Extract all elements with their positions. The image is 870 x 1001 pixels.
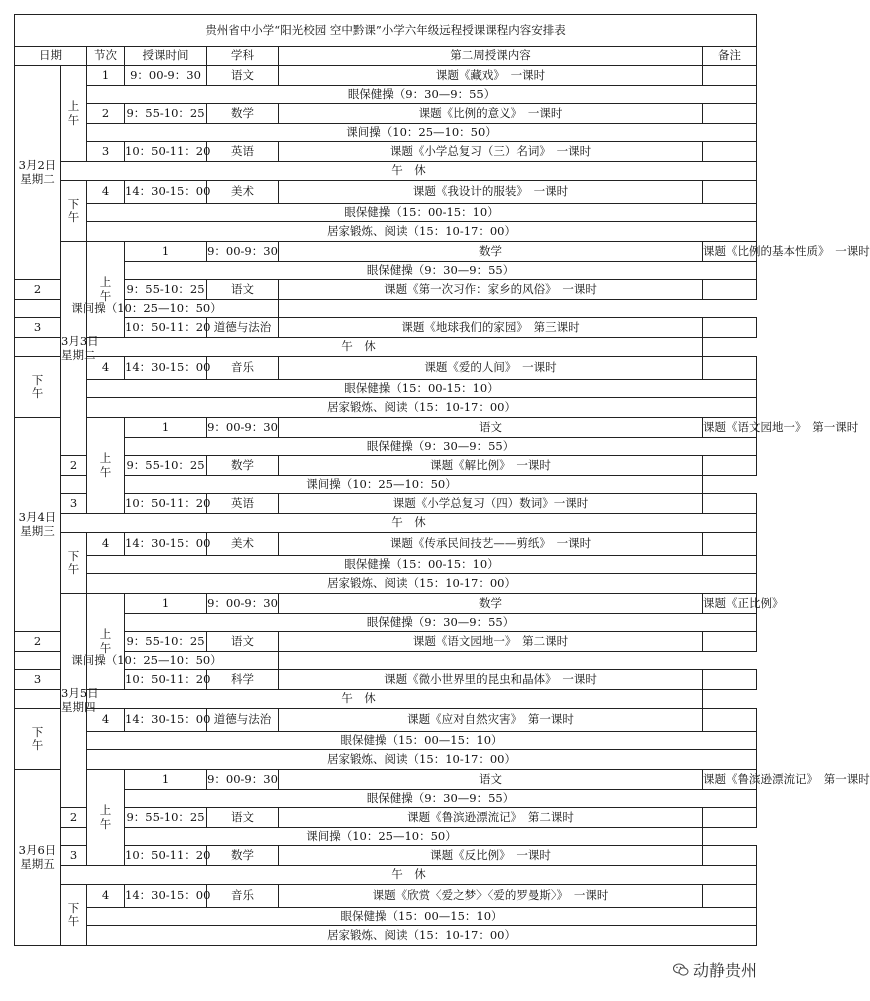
lesson-notes	[703, 808, 757, 828]
date-text: 3月6日	[18, 843, 57, 858]
morning-label	[87, 242, 125, 338]
table-row	[15, 438, 757, 456]
date-cell	[61, 242, 99, 456]
lesson-notes	[703, 357, 757, 380]
morning-label-text: 上午	[99, 275, 112, 303]
lesson-notes	[703, 494, 757, 514]
lesson-subject: 语文	[207, 808, 279, 828]
table-row	[15, 104, 757, 124]
morning-label-text: 上午	[99, 803, 112, 831]
lesson-time: 9：00-9：30	[125, 66, 207, 86]
lesson-time: 14：30-15：00	[125, 709, 207, 732]
noon-rest-row: 午 休	[61, 514, 757, 533]
header-time: 授课时间	[125, 47, 207, 66]
weekday-text: 星期二	[61, 347, 96, 362]
table-row	[15, 338, 757, 357]
watermark-text: 动静贵州	[692, 961, 757, 980]
header-date: 日期	[15, 47, 87, 66]
period-number: 2	[61, 808, 87, 828]
afternoon-label-text: 下午	[67, 196, 80, 224]
table-row	[15, 594, 757, 614]
header-period: 节次	[87, 47, 125, 66]
lesson-time: 9：00-9：30	[207, 418, 279, 438]
lesson-time: 9：55-10：25	[125, 456, 207, 476]
lesson-subject: 美术	[207, 181, 279, 204]
weekday-text: 星期五	[20, 856, 55, 871]
lesson-content: 课题《爱的人间》 一课时	[279, 357, 703, 380]
period-number: 3	[61, 494, 87, 514]
table-row	[15, 632, 757, 652]
lesson-subject: 语文	[207, 66, 279, 86]
period-number: 4	[87, 885, 125, 908]
header-content: 第二周授课内容	[279, 47, 703, 66]
lesson-subject: 数学	[207, 846, 279, 866]
header-notes: 备注	[703, 47, 757, 66]
break-exercise-row: 课间操（10：25—10：50）	[15, 300, 279, 318]
afternoon-label	[61, 533, 87, 594]
lesson-subject: 语文	[279, 770, 703, 790]
date-cell	[61, 594, 99, 808]
table-row	[15, 652, 757, 670]
home-activity-row: 居家锻炼、阅读（15：10-17：00）	[87, 222, 757, 242]
morning-label-text: 上午	[99, 451, 112, 479]
lesson-content: 课题《语文园地一》 第二课时	[279, 632, 703, 652]
eye-exercise-row: 眼保健操（9：30—9：55）	[125, 790, 757, 808]
lesson-subject: 英语	[207, 142, 279, 162]
break-exercise-row: 课间操（10：25—10：50）	[61, 828, 703, 846]
table-row	[15, 262, 757, 280]
period-number: 1	[125, 242, 207, 262]
lesson-subject: 数学	[279, 594, 703, 614]
table-row	[15, 670, 757, 690]
table-row	[15, 222, 757, 242]
morning-label-text: 上午	[99, 627, 112, 655]
eye-exercise-row: 眼保健操（15：00—15：10）	[87, 908, 757, 926]
eye-exercise-row: 眼保健操（15：00-15：10）	[87, 204, 757, 222]
lesson-time: 10：50-11：20	[125, 318, 207, 338]
lesson-time: 14：30-15：00	[125, 533, 207, 556]
lesson-content: 课题《微小世界里的昆虫和晶体》 一课时	[279, 670, 703, 690]
period-number: 1	[87, 66, 125, 86]
weekday-text: 星期三	[20, 523, 55, 538]
noon-rest-row: 午 休	[61, 162, 757, 181]
table-row	[15, 456, 757, 476]
lesson-content: 课题《传承民间技艺——剪纸》 一课时	[279, 533, 703, 556]
afternoon-label-text: 下午	[67, 548, 80, 576]
period-number: 2	[15, 632, 61, 652]
eye-exercise-row: 眼保健操（9：30—9：55）	[87, 86, 757, 104]
table-row	[15, 846, 757, 866]
lesson-subject: 音乐	[207, 885, 279, 908]
eye-exercise-row: 眼保健操（15：00-15：10）	[87, 380, 757, 398]
lesson-notes	[703, 670, 757, 690]
period-number: 2	[61, 456, 87, 476]
watermark	[673, 958, 757, 981]
table-row	[15, 380, 757, 398]
table-row	[15, 204, 757, 222]
lesson-time: 10：50-11：20	[125, 142, 207, 162]
period-number: 4	[87, 533, 125, 556]
lesson-notes	[703, 66, 757, 86]
lesson-content: 课题《小学总复习（三）名词》 一课时	[279, 142, 703, 162]
lesson-content: 课题《鲁滨逊漂流记》 第二课时	[279, 808, 703, 828]
home-activity-row: 居家锻炼、阅读（15：10-17：00）	[87, 750, 757, 770]
lesson-subject: 美术	[207, 533, 279, 556]
lesson-notes	[703, 181, 757, 204]
table-row	[15, 242, 757, 262]
lesson-content: 课题《正比例》	[703, 594, 757, 614]
lesson-content: 课题《鲁滨逊漂流记》 第一课时	[703, 770, 757, 790]
table-row	[15, 790, 757, 808]
noon-rest-row: 午 休	[61, 866, 757, 885]
break-exercise-row: 课间操（10：25—10：50）	[61, 476, 703, 494]
morning-label	[87, 418, 125, 514]
home-activity-row: 居家锻炼、阅读（15：10-17：00）	[87, 574, 757, 594]
morning-label	[87, 594, 125, 690]
lesson-notes	[703, 632, 757, 652]
afternoon-label	[15, 709, 61, 770]
lesson-notes	[703, 533, 757, 556]
period-number: 4	[87, 709, 125, 732]
eye-exercise-row: 眼保健操（9：30—9：55）	[125, 614, 757, 632]
lesson-time: 10：50-11：20	[125, 846, 207, 866]
lesson-content: 课题《解比例》 一课时	[279, 456, 703, 476]
weekday-text: 星期二	[20, 171, 55, 186]
table-row	[15, 300, 757, 318]
lesson-content: 课题《小学总复习（四）数词》一课时	[279, 494, 703, 514]
table-row	[15, 926, 757, 946]
table-row	[15, 828, 757, 846]
lesson-content: 课题《地球我们的家园》 第三课时	[279, 318, 703, 338]
lesson-content: 课题《比例的基本性质》 一课时	[703, 242, 757, 262]
lesson-subject: 数学	[207, 456, 279, 476]
break-exercise-row: 课间操（10：25—10：50）	[15, 652, 279, 670]
lesson-notes	[703, 318, 757, 338]
table-row	[15, 142, 757, 162]
table-row	[15, 614, 757, 632]
morning-label-text: 上午	[67, 99, 80, 127]
table-title: 贵州省中小学“阳光校园 空中黔课”小学六年级远程授课课程内容安排表	[15, 15, 757, 47]
table-row	[15, 732, 757, 750]
table-row	[15, 66, 757, 86]
morning-label	[87, 770, 125, 866]
period-number: 3	[61, 846, 87, 866]
table-row	[15, 124, 757, 142]
home-activity-row: 居家锻炼、阅读（15：10-17：00）	[87, 926, 757, 946]
home-activity-row: 居家锻炼、阅读（15：10-17：00）	[87, 398, 757, 418]
afternoon-label-text: 下午	[31, 724, 44, 752]
lesson-time: 10：50-11：20	[125, 494, 207, 514]
lesson-subject: 英语	[207, 494, 279, 514]
lesson-content: 课题《第一次习作：家乡的风俗》 一课时	[279, 280, 703, 300]
eye-exercise-row: 眼保健操（9：30—9：55）	[125, 438, 757, 456]
date-cell	[15, 418, 61, 632]
lesson-subject: 数学	[279, 242, 703, 262]
period-number: 1	[125, 594, 207, 614]
lesson-content: 课题《藏戏》 一课时	[279, 66, 703, 86]
table-row	[15, 533, 757, 556]
table-row	[15, 398, 757, 418]
lesson-notes	[703, 104, 757, 124]
morning-label	[61, 66, 87, 162]
schedule-table	[14, 14, 870, 946]
table-row	[15, 318, 757, 338]
lesson-notes	[703, 846, 757, 866]
lesson-time: 10：50-11：20	[125, 670, 207, 690]
table-row	[15, 750, 757, 770]
table-row	[15, 556, 757, 574]
noon-rest-row: 午 休	[15, 690, 703, 709]
period-number: 2	[15, 280, 61, 300]
period-number: 1	[125, 418, 207, 438]
afternoon-label	[61, 885, 87, 946]
period-number: 4	[87, 357, 125, 380]
table-row	[15, 357, 757, 380]
date-cell	[15, 66, 61, 280]
table-row	[15, 86, 757, 104]
lesson-time: 9：00-9：30	[207, 770, 279, 790]
eye-exercise-row: 眼保健操（15：00—15：10）	[87, 732, 757, 750]
period-number: 4	[87, 181, 125, 204]
table-row	[15, 476, 757, 494]
table-row	[15, 808, 757, 828]
lesson-time: 9：55-10：25	[125, 632, 207, 652]
eye-exercise-row: 眼保健操（15：00-15：10）	[87, 556, 757, 574]
period-number: 3	[15, 318, 61, 338]
table-row	[15, 908, 757, 926]
lesson-subject: 语文	[207, 280, 279, 300]
lesson-subject: 数学	[207, 104, 279, 124]
lesson-subject: 音乐	[207, 357, 279, 380]
table-row	[15, 418, 757, 438]
table-row	[15, 574, 757, 594]
lesson-subject: 科学	[207, 670, 279, 690]
table-row	[15, 866, 757, 885]
table-row	[15, 514, 757, 533]
lesson-content: 课题《比例的意义》 一课时	[279, 104, 703, 124]
lesson-time: 9：00-9：30	[207, 594, 279, 614]
table-row	[15, 181, 757, 204]
header-subject: 学科	[207, 47, 279, 66]
lesson-content: 课题《应对自然灾害》 第一课时	[279, 709, 703, 732]
table-row	[15, 280, 757, 300]
table-row	[15, 885, 757, 908]
table-row	[15, 709, 757, 732]
lesson-content: 课题《欣赏〈爱之梦〉〈爱的罗曼斯〉》 一课时	[279, 885, 703, 908]
table-row	[15, 162, 757, 181]
wechat-icon	[673, 963, 689, 977]
lesson-subject: 道德与法治	[207, 318, 279, 338]
table-row	[15, 770, 757, 790]
lesson-time: 14：30-15：00	[125, 181, 207, 204]
lesson-time: 9：55-10：25	[125, 280, 207, 300]
break-exercise-row: 课间操（10：25—10：50）	[87, 124, 757, 142]
lesson-time: 9：00-9：30	[207, 242, 279, 262]
lesson-time: 9：55-10：25	[125, 104, 207, 124]
afternoon-label	[15, 357, 61, 418]
period-number: 3	[87, 142, 125, 162]
eye-exercise-row: 眼保健操（9：30—9：55）	[125, 262, 757, 280]
lesson-content: 课题《反比例》 一课时	[279, 846, 703, 866]
afternoon-label-text: 下午	[67, 900, 80, 928]
period-number: 1	[125, 770, 207, 790]
noon-rest-row: 午 休	[15, 338, 703, 357]
afternoon-label	[61, 181, 87, 242]
lesson-time: 14：30-15：00	[125, 357, 207, 380]
table-row	[15, 690, 757, 709]
lesson-notes	[703, 142, 757, 162]
period-number: 2	[87, 104, 125, 124]
date-text: 3月5日	[61, 686, 99, 701]
lesson-subject: 语文	[279, 418, 703, 438]
weekday-text: 星期四	[61, 699, 96, 714]
date-text: 3月3日	[61, 334, 99, 349]
lesson-notes	[703, 885, 757, 908]
period-number: 3	[15, 670, 61, 690]
lesson-subject: 道德与法治	[207, 709, 279, 732]
lesson-time: 9：55-10：25	[125, 808, 207, 828]
lesson-content: 课题《我设计的服装》 一课时	[279, 181, 703, 204]
table-row	[15, 494, 757, 514]
lesson-subject: 语文	[207, 632, 279, 652]
lesson-notes	[703, 280, 757, 300]
date-text: 3月2日	[18, 158, 57, 173]
date-cell	[15, 770, 61, 946]
lesson-notes	[703, 709, 757, 732]
lesson-time: 14：30-15：00	[125, 885, 207, 908]
lesson-notes	[703, 456, 757, 476]
date-text: 3月4日	[18, 510, 57, 525]
lesson-content: 课题《语文园地一》 第一课时	[703, 418, 757, 438]
afternoon-label-text: 下午	[31, 372, 44, 400]
